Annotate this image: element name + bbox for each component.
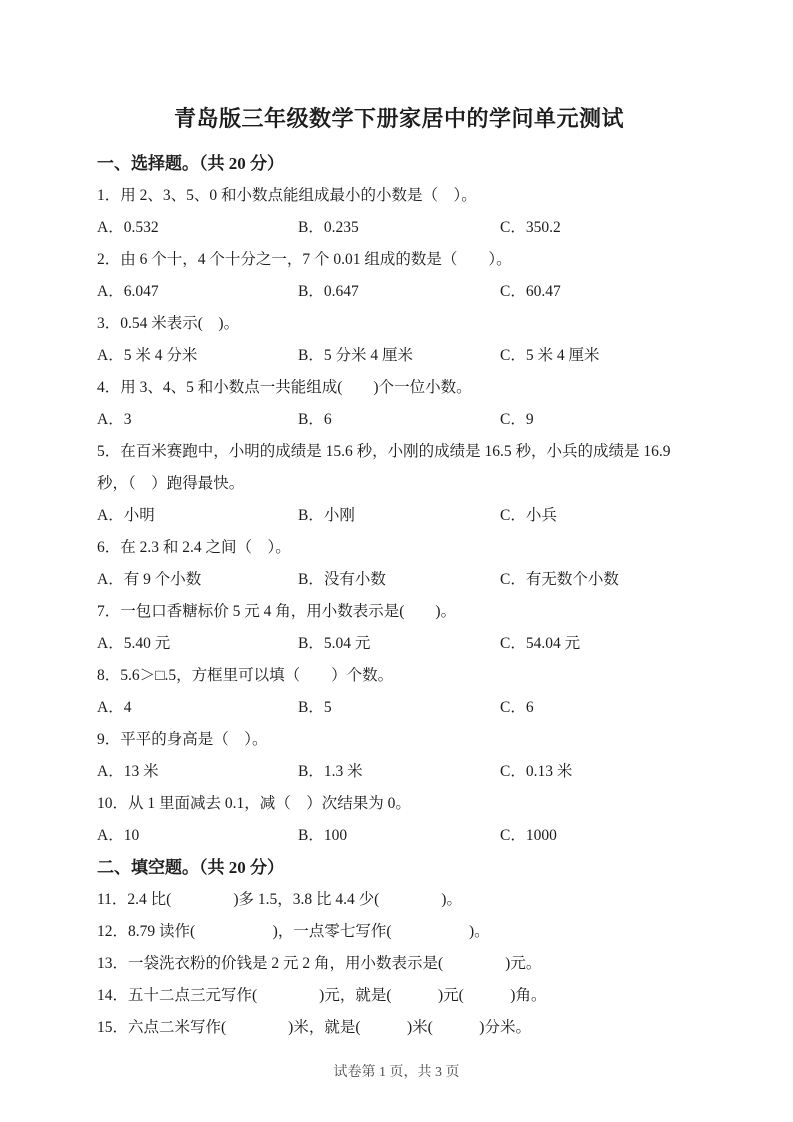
- question-3-option-c: C．5 米 4 厘米: [500, 347, 600, 364]
- question-6: 6．在 2.3 和 2.4 之间（ ）。: [97, 539, 291, 556]
- question-5-options: [97, 500, 701, 532]
- question-2-option-c: C．60.47: [500, 283, 561, 300]
- question-10-options: [97, 820, 701, 852]
- question-12: 12．8.79 读作( )，一点零七写作( )。: [97, 923, 490, 940]
- question-6-options: [97, 564, 701, 596]
- question-1-option-b: B．0.235: [298, 219, 359, 236]
- question-6-option-c: C．有无数个小数: [500, 571, 619, 588]
- question-7-option-a: A．5.40 元: [97, 635, 171, 652]
- question-2-options: [97, 276, 701, 308]
- question-2: 2．由 6 个十，4 个十分之一，7 个 0.01 组成的数是（ ）。: [97, 251, 512, 268]
- question-6-option-b: B．没有小数: [298, 571, 386, 588]
- question-3-option-a: A．5 米 4 分米: [97, 347, 198, 364]
- question-1-options: [97, 212, 701, 244]
- question-13: 13．一袋洗衣粉的价钱是 2 元 2 角，用小数表示是( )元。: [97, 955, 542, 972]
- question-10: 10．从 1 里面减去 0.1，减（ ）次结果为 0。: [97, 795, 411, 812]
- question-6-option-a: A．有 9 个小数: [97, 571, 202, 588]
- question-3-option-b: B．5 分米 4 厘米: [298, 347, 413, 364]
- question-2-option-b: B．0.647: [298, 283, 359, 300]
- question-4-option-c: C．9: [500, 411, 534, 428]
- section-1-heading: 一、选择题。（共 20 分）: [97, 154, 284, 173]
- question-7-options: [97, 628, 701, 660]
- question-4: 4．用 3、4、5 和小数点一共能组成( )个一位小数。: [97, 379, 472, 396]
- question-3-options: [97, 340, 701, 372]
- question-10-option-c: C．1000: [500, 827, 557, 844]
- question-5-option-a: A．小明: [97, 507, 155, 524]
- question-1-option-c: C．350.2: [500, 219, 561, 236]
- question-9-option-a: A．13 米: [97, 763, 159, 780]
- page-title: 青岛版三年级数学下册家居中的学问单元测试: [173, 106, 624, 131]
- question-5-option-c: C．小兵: [500, 507, 557, 524]
- question-4-options: [97, 404, 701, 436]
- question-1: 1．用 2、3、5、0 和小数点能组成最小的小数是（ ）。: [97, 187, 477, 204]
- question-1-option-a: A．0.532: [97, 219, 159, 236]
- question-9: 9．平平的身高是（ ）。: [97, 731, 268, 748]
- question-7-option-b: B．5.04 元: [298, 635, 371, 652]
- question-7-option-c: C．54.04 元: [500, 635, 581, 652]
- question-7: 7．一包口香糖标价 5 元 4 角，用小数表示是( )。: [97, 603, 457, 620]
- question-8-option-a: A．4: [97, 699, 132, 716]
- question-11: 11．2.4 比( )多 1.5，3.8 比 4.4 少( )。: [97, 891, 462, 908]
- question-2-option-a: A．6.047: [97, 283, 159, 300]
- question-8-options: [97, 692, 701, 724]
- question-14: 14．五十二点三元写作( )元，就是( )元( )角。: [97, 987, 547, 1004]
- question-4-option-a: A．3: [97, 411, 132, 428]
- question-10-option-b: B．100: [298, 827, 348, 844]
- question-9-options: [97, 756, 701, 788]
- page-footer: 试卷第 1 页，共 3 页: [333, 1065, 460, 1080]
- question-9-option-b: B．1.3 米: [298, 763, 363, 780]
- question-5: 5．在百米赛跑中，小明的成绩是 15.6 秒，小刚的成绩是 16.5 秒，小兵的成绩是 16.9 秒，（ ）跑得最快。: [97, 443, 675, 492]
- question-8: 8．5.6＞□.5，方框里可以填（ ）个数。: [97, 667, 394, 684]
- question-10-option-a: A．10: [97, 827, 140, 844]
- section-2-heading: 二、填空题。（共 20 分）: [97, 858, 284, 877]
- question-8-option-b: B．5: [298, 699, 332, 716]
- question-3: 3．0.54 米表示( )。: [97, 315, 240, 332]
- question-15: 15．六点二米写作( )米，就是( )米( )分米。: [97, 1019, 531, 1036]
- question-5-option-b: B．小刚: [298, 507, 355, 524]
- question-4-option-b: B．6: [298, 411, 332, 428]
- question-9-option-c: C．0.13 米: [500, 763, 573, 780]
- question-8-option-c: C．6: [500, 699, 534, 716]
